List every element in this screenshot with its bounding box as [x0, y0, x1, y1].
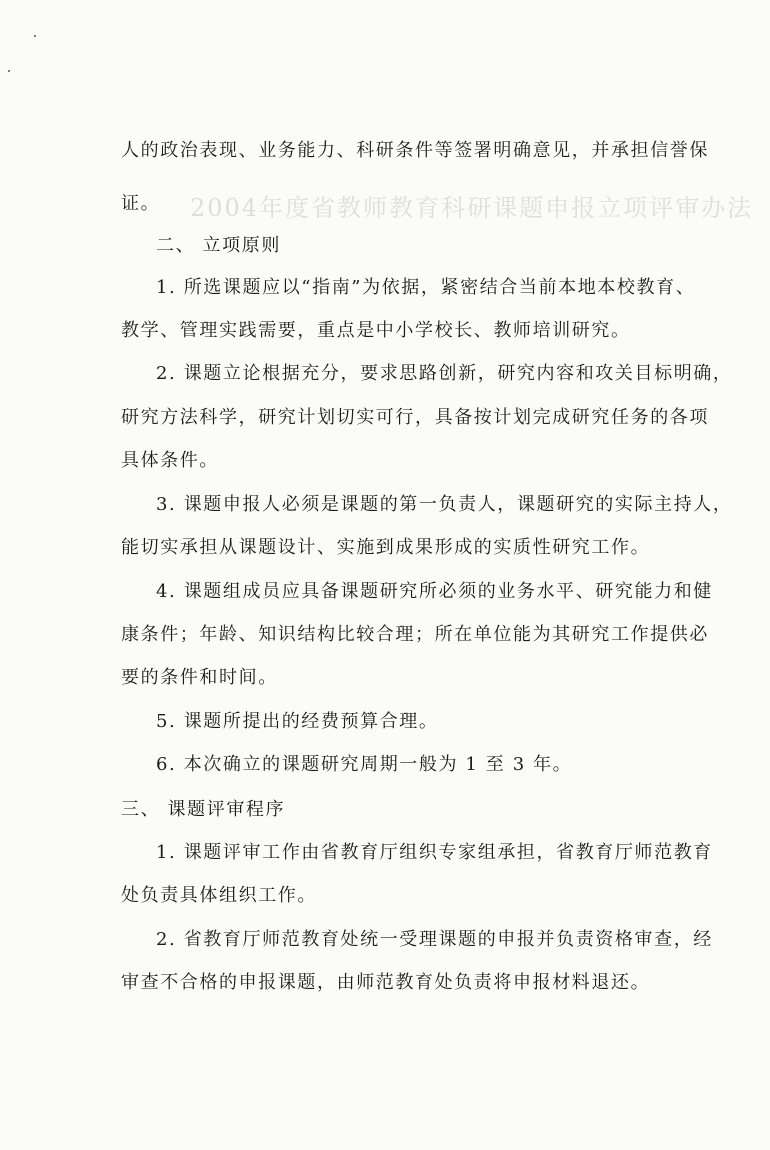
scan-speck: [8, 70, 10, 72]
body-line: 5. 课题所提出的经费预算合理。: [156, 711, 439, 732]
body-line: 具体条件。: [121, 450, 219, 471]
body-line: 6. 本次确立的课题研究周期一般为 1 至 3 年。: [156, 754, 573, 775]
body-line: 要的条件和时间。: [121, 667, 278, 688]
body-line: 1. 所选课题应以“指南”为依据，紧密结合当前本地本校教育、: [156, 277, 696, 298]
section-heading-2: 二、 立项原则: [156, 235, 281, 256]
body-line: 教学、管理实践需要，重点是中小学校长、教师培训研究。: [121, 320, 631, 341]
body-line: 审查不合格的申报课题，由师范教育处负责将申报材料退还。: [121, 972, 651, 993]
section-heading-3: 三、 课题评审程序: [121, 799, 286, 820]
body-line: 康条件；年龄、知识结构比较合理；所在单位能为其研究工作提供必: [121, 624, 709, 645]
body-line: 处负责具体组织工作。: [121, 885, 317, 906]
scan-speck: [34, 35, 36, 37]
body-line: 1. 课题评审工作由省教育厅组织专家组承担，省教育厅师范教育: [156, 842, 713, 863]
bleed-through-title: 2004年度省教师教育科研课题申报立项评审办法: [190, 194, 754, 222]
body-line: 能切实承担从课题设计、实施到成果形成的实质性研究工作。: [121, 537, 651, 558]
body-line: 2. 课题立论根据充分，要求思路创新，研究内容和攻关目标明确，: [156, 363, 733, 384]
body-line: 证。: [121, 193, 161, 214]
body-line: 2. 省教育厅师范教育处统一受理课题的申报并负责资格审查，经: [156, 929, 713, 950]
body-line: 4. 课题组成员应具备课题研究所必须的业务水平、研究能力和健: [156, 581, 713, 602]
body-line: 人的政治表现、业务能力、科研条件等签署明确意见，并承担信誉保: [121, 140, 709, 161]
body-line: 研究方法科学，研究计划切实可行，具备按计划完成研究任务的各项: [121, 407, 709, 428]
body-line: 3. 课题申报人必须是课题的第一负责人，课题研究的实际主持人，: [156, 494, 733, 515]
